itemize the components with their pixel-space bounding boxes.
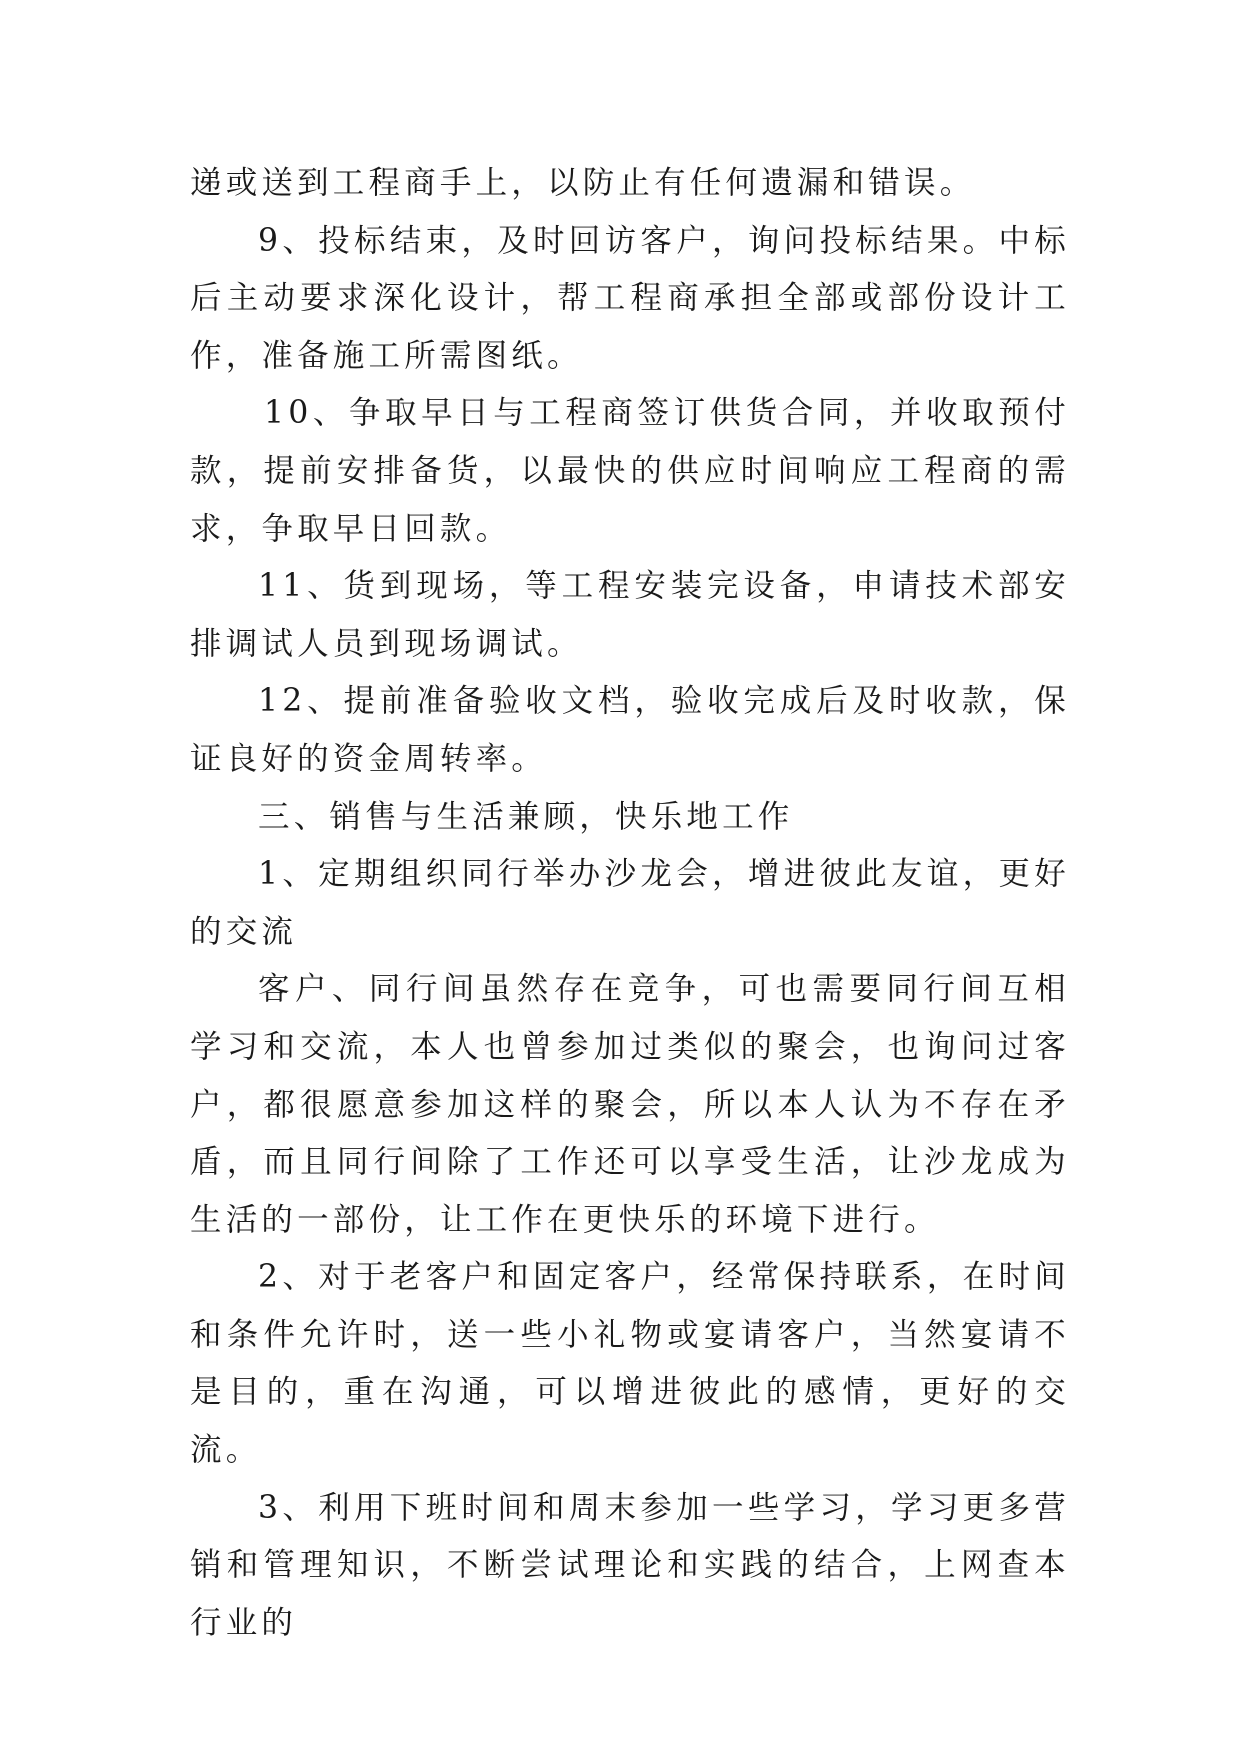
paragraph-subitem-1: 1、定期组织同行举办沙龙会，增进彼此友谊，更好的交流: [190, 856, 1070, 950]
paragraph-subitem-3: 3、利用下班时间和周末参加一些学习，学习更多营销和管理知识，不断尝试理论和实践的结合，上网查本行业的: [190, 1489, 1070, 1641]
paragraph-item-11: 11、货到现场，等工程安装完设备，申请技术部安排调试人员到现场调试。: [190, 568, 1070, 662]
paragraph-continuation: 递或送到工程商手上，以防止有任何遗漏和错误。: [190, 165, 976, 201]
paragraph-subitem-2: 2、对于老客户和固定客户，经常保持联系，在时间和条件允许时，送一些小礼物或宴请客户，当然宴请不是目的，重在沟通，可以增进彼此的感情，更好的交流。: [190, 1259, 1070, 1469]
paragraph-item-12: 12、提前准备验收文档，验收完成后及时收款，保证良好的资金周转率。: [190, 683, 1070, 777]
paragraph-body: 客户、同行间虽然存在竞争，可也需要同行间互相学习和交流，本人也曾参加过类似的聚会，也询问过客户，都很愿意参加这样的聚会，所以本人认为不存在矛盾，而且同行间除了工作还可以享受生活，让沙龙成为生活的一部份，让工作在更快乐的环境下进行。: [190, 971, 1070, 1238]
section-heading-3: 三、销售与生活兼顾，快乐地工作: [258, 798, 794, 835]
paragraph-item-10: 10、争取早日与工程商签订供货合同，并收取预付款，提前安排备货，以最快的供应时间响应工程商的需求，争取早日回款。: [190, 395, 1070, 547]
document-body: [190, 155, 1070, 1652]
paragraph-item-9: 9、投标结束，及时回访客户，询问投标结果。中标后主动要求深化设计，帮工程商承担全部或部份设计工作，准备施工所需图纸。: [190, 222, 1070, 374]
